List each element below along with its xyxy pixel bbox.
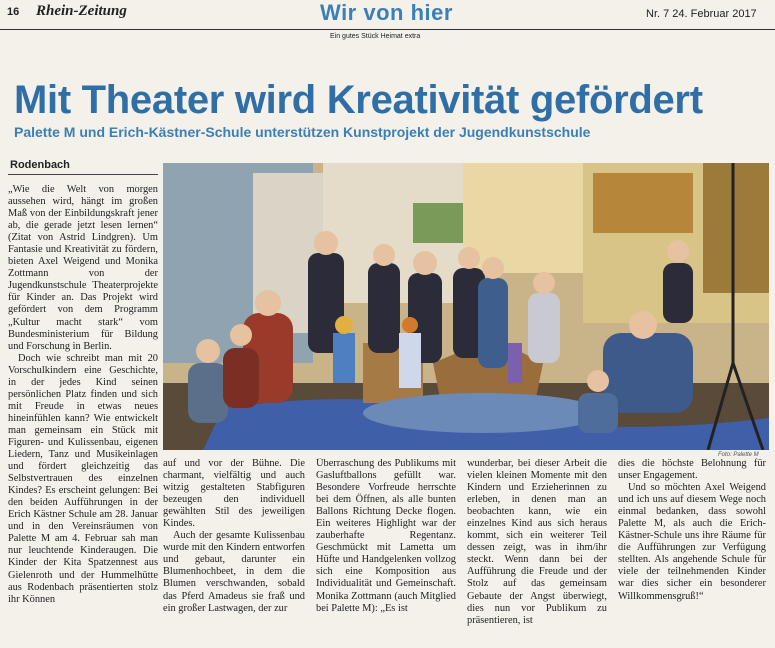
paragraph: auf und vor der Bühne. Die charmant, vielfältig und auch witzig gestalteten Stabfiguren bezeugen den individuell gewählten Stil des jeweiligen Kindes. <box>163 458 305 530</box>
page-number: 16 <box>7 6 20 18</box>
article-column-2 <box>163 458 305 644</box>
article-column-4 <box>467 458 607 644</box>
paragraph: dies die höchste Belohnung für unser Engagement. <box>618 458 766 482</box>
section-title: Wir von hier <box>320 0 453 25</box>
paragraph: wunderbar, bei dieser Arbeit die vielen kleinen Momente mit den Kindern und Erzieherinnen zu erleben, in denen man an beobachten kann, wie ein einzelnes Kind aus sich heraus kommt, sich ein weiterer Teil dessen zeigt, was in ihm/ihr steckt. Wenn dann bei der Aufführung die Freude und der Stolz auf das gemeinsam Gebaute der Angst überwiegt, dies nun vor Publikum zu präsentieren, ist <box>467 458 607 626</box>
article-subheadline: Palette M und Erich-Kästner-Schule unterstützen Kunstprojekt der Jugendkunstschule <box>14 124 591 140</box>
newspaper-header <box>0 0 775 40</box>
paragraph: „Wie die Welt von morgen aussehen wird, hängt im großen Maß von der Einbildungskraft jener ab, die gerade jetzt lesen lernen“ (Zitat von Astrid Lindgren). Um Fantasie und Kreativität zu fördern, bieten Axel Weigend und Monika Zottmann von der Jugendkunstschule Theaterprojekte für Kinder an. Das Projekt wird gefördert von dem Programm „Kultur macht stark“ vom Bundesministerium für Bildung und Forschung in Berlin. <box>8 184 158 352</box>
issue-date: Nr. 7 24. Februar 2017 <box>646 8 757 20</box>
theater-photo-illustration <box>163 163 769 450</box>
article-column-5 <box>618 458 766 644</box>
section-tagline: Ein gutes Stück Heimat extra <box>330 33 421 40</box>
paragraph: Auch der gesamte Kulissenbau wurde mit den Kindern entworfen und gebaut, darunter ein Blumenhochbeet, in dem die Blumen verschwanden, sobald das Pferd Amadeus sie fraß und ein großer Lastwagen, der zur <box>163 530 305 614</box>
newspaper-name: Rhein-Zeitung <box>36 3 127 19</box>
paragraph: Doch wie schreibt man mit 20 Vorschulkindern eine Geschichte, in der jedes Kind seinen persönlichen Platz finden und sich mit Freude in etwas neues hineinfühlen kann? Wie entwickelt man gemeinsam ein Stück mit Figuren- und Kulissenbau, eigenen Liedern, Tanz und Musikeinlagen und fördert gleichzeitig das Selbstvertrauen des einzelnen Kindes? Es erscheint gelungen: Bei den beiden Aufführungen in der Erich Kästner Schule am 28. Januar und in den Vereinsräumen von Palette M am 4. Februar sah man nur leuchtende Kinderaugen. Die Kinder der Kita Spatzennest aus Gielenroth und der Hummelhütte aus Rodenbach präsentierten stolz ihr Können <box>8 352 158 605</box>
dateline-rule <box>8 174 158 175</box>
article-column-1 <box>8 184 158 644</box>
article-column-3 <box>316 458 456 644</box>
dateline: Rodenbach <box>10 159 70 171</box>
article-photo <box>163 163 769 450</box>
paragraph: Und so möchten Axel Weigend und ich uns auf diesem Wege noch einmal bedanken, dass sowohl Palette M, als auch die Erich-Kästner-Schule uns ihre Räume für die Aufführungen zur Verfügung stellten. Als angehende Schule für viele der teilnehmenden Kinder war dies sicher ein besonderer Willkommensgruß!“ <box>618 482 766 602</box>
article-headline: Mit Theater wird Kreativität gefördert <box>14 78 703 122</box>
header-rule <box>0 29 775 30</box>
paragraph: Überraschung des Publikums mit Gasluftballons gefüllt war. Besondere Vorfreude herrschte bei dem Öffnen, als alle bunten Ballons Richtung Decke flogen. Ein weiteres Highlight war der zauberhafte Regentanz. Geschmückt mit Lametta um Hüfte und Handgelenken vollzog sich eine Komposition aus Individualität und Gemeinschaft. Monika Zottmann (auch Mitglied bei Palette M): „Es ist <box>316 458 456 614</box>
photo-credit: Foto: Palette M <box>718 452 759 458</box>
